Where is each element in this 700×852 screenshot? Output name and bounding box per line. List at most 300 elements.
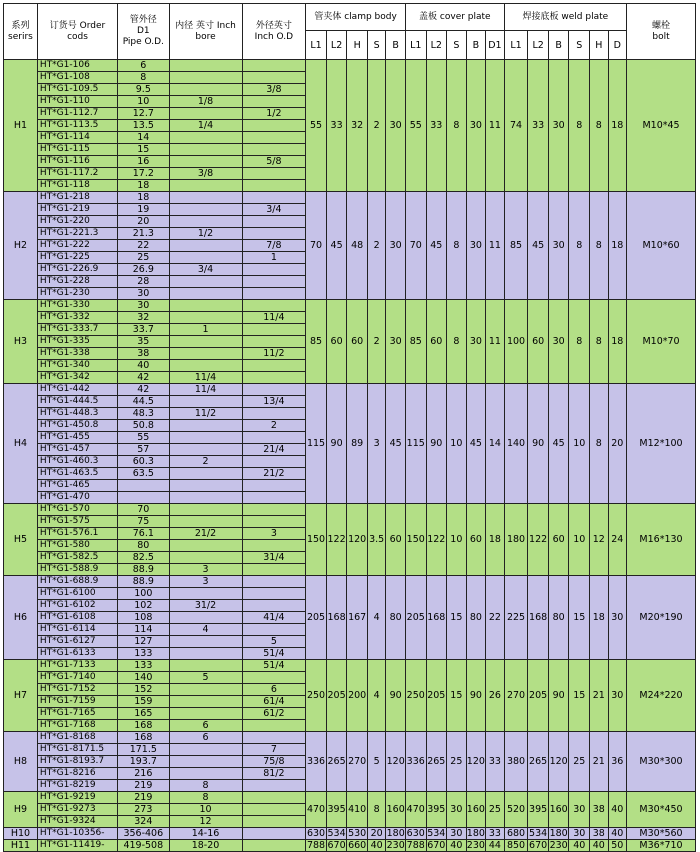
pipe-od-cell: 42 <box>118 372 169 384</box>
dimension-cell: 8 <box>447 192 467 300</box>
inch-od-cell: 51/4 <box>242 660 306 672</box>
inch-od-cell <box>242 432 306 444</box>
cover-col-d1: D1 <box>486 31 505 60</box>
inch-bore-cell <box>169 696 242 708</box>
inch-bore-cell <box>169 360 242 372</box>
dimension-cell: 18 <box>486 504 505 576</box>
pipe-od-cell: 12.7 <box>118 108 169 120</box>
order-code-cell: HT*G1-113.5 <box>37 120 117 132</box>
order-code-cell: HT*G1-450.8 <box>37 420 117 432</box>
dimension-cell: 30 <box>386 300 406 384</box>
dimension-cell: 30 <box>548 192 569 300</box>
inch-bore-cell <box>169 516 242 528</box>
dimension-cell: 410 <box>347 792 368 828</box>
order-code-cell: HT*G1-9324 <box>37 816 117 828</box>
dimension-cell: 230 <box>466 840 485 851</box>
dimension-cell: 534 <box>529 828 548 839</box>
pipe-od-cell: 88.9 <box>118 576 169 588</box>
inch-od-cell <box>242 780 306 792</box>
clamp-col-b: B <box>386 31 406 60</box>
dimension-cell: 85 <box>405 300 426 384</box>
dimension-cell: 8 <box>590 300 609 384</box>
weld-col-l2: L2 <box>528 31 549 60</box>
header-bolt: 螺栓 bolt <box>627 4 696 60</box>
dimension-cell: 200 <box>347 660 368 732</box>
pipe-od-cell: 33.7 <box>118 324 169 336</box>
pipe-od-cell: 216 <box>118 768 169 780</box>
bolt-cell: M12*100 <box>627 384 696 504</box>
dimension-cell: 120 <box>386 732 406 792</box>
dimension-cell: 10 <box>447 504 467 576</box>
inch-od-cell <box>242 96 306 108</box>
inch-bore-cell <box>169 708 242 720</box>
inch-od-cell: 7/8 <box>242 240 306 252</box>
inch-bore-cell <box>169 132 242 144</box>
dimension-cell: 150 <box>306 504 327 576</box>
dimension-cell: 3 <box>367 384 386 504</box>
dimension-cell: 230 <box>549 840 568 851</box>
inch-od-cell <box>242 576 306 588</box>
dimension-cell: 120 <box>548 732 569 792</box>
dimension-cell: 15 <box>447 660 467 732</box>
dimension-cell: 670 <box>427 840 446 851</box>
table-row <box>4 660 696 672</box>
inch-bore-cell <box>169 504 242 516</box>
dimension-cell: 33 <box>326 60 347 192</box>
order-code-cell: HT*G1-448.3 <box>37 408 117 420</box>
dimension-cell: 50 <box>608 840 627 852</box>
pipe-od-cell: 26.9 <box>118 264 169 276</box>
dimension-cell: 45 <box>466 384 486 504</box>
dimension-cell: 60 <box>466 504 486 576</box>
dimension-cell: 660 <box>348 840 367 851</box>
inch-od-cell: 61/4 <box>242 696 306 708</box>
pipe-od-cell: 152 <box>118 684 169 696</box>
order-code-cell: HT*G1-108 <box>37 72 117 84</box>
dimension-cell: 15 <box>569 660 590 732</box>
inch-bore-cell: 2 <box>169 456 242 468</box>
dimension-cell: 122 <box>326 504 347 576</box>
inch-od-cell <box>242 792 306 804</box>
pipe-od-cell: 55 <box>118 432 169 444</box>
dimension-cell: 395 <box>528 792 549 828</box>
header-pipe-od: 管外径 D1 Pipe O.D. <box>118 4 169 60</box>
inch-bore-cell: 31/2 <box>169 600 242 612</box>
dimension-cell: 140 <box>504 384 528 504</box>
dimension-cell: 25 <box>569 732 590 792</box>
order-code-cell: HT*G1-576.1 <box>37 528 117 540</box>
dimension-cell: 788 <box>306 840 326 851</box>
inch-od-cell <box>242 480 306 492</box>
dimension-cell: 90 <box>466 660 486 732</box>
table-row <box>4 384 696 396</box>
bolt-cell: M30*560 <box>627 828 696 840</box>
cover-col-l1: L1 <box>405 31 426 60</box>
inch-od-cell <box>242 840 306 852</box>
inch-od-cell <box>242 504 306 516</box>
inch-od-cell: 1 <box>242 252 306 264</box>
pipe-od-cell: 10 <box>118 96 169 108</box>
dimension-cell: 630 <box>306 828 326 839</box>
inch-od-cell <box>242 216 306 228</box>
weld-col-s: S <box>569 31 590 60</box>
dimension-cell: 33 <box>486 828 505 840</box>
order-code-cell: HT*G1-9273 <box>37 804 117 816</box>
inch-bore-cell <box>169 156 242 168</box>
inch-od-cell <box>242 624 306 636</box>
table-row <box>4 732 696 744</box>
order-code-cell: HT*G1-11419- <box>37 840 117 852</box>
pipe-od-cell: 8 <box>118 72 169 84</box>
dimension-cell: 40 <box>447 840 467 852</box>
series-cell: H5 <box>4 504 38 576</box>
inch-bore-cell <box>169 648 242 660</box>
inch-od-cell <box>242 588 306 600</box>
cover-col-b: B <box>466 31 486 60</box>
dimension-cell: 21 <box>590 660 609 732</box>
inch-od-cell <box>242 372 306 384</box>
dimension-cell: 120 <box>466 732 486 792</box>
inch-bore-cell <box>169 612 242 624</box>
inch-bore-cell: 10 <box>169 804 242 816</box>
dimension-cell: 33 <box>528 60 549 192</box>
dimension-cell: 15 <box>447 576 467 660</box>
dimension-cell: 70 <box>306 192 327 300</box>
table-row <box>4 504 696 516</box>
inch-od-cell <box>242 192 306 204</box>
inch-od-cell <box>242 516 306 528</box>
dimension-cell: 40 <box>608 828 627 840</box>
inch-od-cell: 5/8 <box>242 156 306 168</box>
order-code-cell: HT*G1-455 <box>37 432 117 444</box>
pipe-od-cell: 48.3 <box>118 408 169 420</box>
dimension-cell: 38 <box>590 792 609 828</box>
weld-col-h: H <box>590 31 609 60</box>
header-inch-bore: 内径 英寸 Inch bore <box>169 4 242 60</box>
order-code-cell: HT*G1-230 <box>37 288 117 300</box>
inch-od-cell: 11/2 <box>242 348 306 360</box>
dimension-cell: 30 <box>466 300 486 384</box>
inch-bore-cell: 6 <box>169 732 242 744</box>
order-code-cell: HT*G1-226.9 <box>37 264 117 276</box>
inch-bore-cell <box>169 312 242 324</box>
order-code-cell: HT*G1-332 <box>37 312 117 324</box>
order-code-cell: HT*G1-7152 <box>37 684 117 696</box>
dimension-cell: 45 <box>326 192 347 300</box>
order-code-cell: HT*G1-465 <box>37 480 117 492</box>
spec-table-container <box>3 3 696 852</box>
dimension-cell: 168 <box>528 576 549 660</box>
inch-bore-cell <box>169 468 242 480</box>
inch-bore-cell <box>169 288 242 300</box>
table-row <box>4 828 696 840</box>
dimension-cell: 2 <box>367 192 386 300</box>
inch-od-cell: 31/4 <box>242 552 306 564</box>
dimension-cell: 160 <box>386 792 406 828</box>
inch-bore-cell <box>169 72 242 84</box>
order-code-cell: HT*G1-9219 <box>37 792 117 804</box>
order-code-cell: HT*G1-7165 <box>37 708 117 720</box>
order-code-cell: HT*G1-8216 <box>37 768 117 780</box>
dimension-cell: 150 <box>405 504 426 576</box>
dimension-cell: 534 <box>427 828 446 839</box>
series-cell: H10 <box>4 828 38 840</box>
order-code-cell: HT*G1-457 <box>37 444 117 456</box>
order-code-cell: HT*G1-110 <box>37 96 117 108</box>
inch-od-cell: 13/4 <box>242 396 306 408</box>
inch-bore-cell <box>169 300 242 312</box>
order-code-cell: HT*G1-570 <box>37 504 117 516</box>
inch-bore-cell: 1 <box>169 324 242 336</box>
dimension-cell: 30 <box>548 60 569 192</box>
dimension-cell: 670 <box>327 840 346 851</box>
inch-od-cell <box>242 324 306 336</box>
inch-od-cell: 21/4 <box>242 444 306 456</box>
order-code-cell: HT*G1-117.2 <box>37 168 117 180</box>
inch-od-cell <box>242 276 306 288</box>
dimension-cell: 74 <box>504 60 528 192</box>
pipe-od-cell: 16 <box>118 156 169 168</box>
inch-bore-cell: 3 <box>169 576 242 588</box>
pipe-od-cell: 165 <box>118 708 169 720</box>
inch-bore-cell <box>169 756 242 768</box>
dimension-cell: 270 <box>347 732 368 792</box>
pipe-od-cell: 38 <box>118 348 169 360</box>
dimension-cell: 8 <box>590 384 609 504</box>
inch-bore-cell <box>169 216 242 228</box>
inch-od-cell <box>242 828 306 840</box>
dimension-cell: 11 <box>486 300 505 384</box>
dimension-cell: 205 <box>326 660 347 732</box>
pipe-od-cell: 25 <box>118 252 169 264</box>
inch-od-cell: 61/2 <box>242 708 306 720</box>
inch-od-cell <box>242 600 306 612</box>
pipe-od-cell: 356-406 <box>118 828 169 840</box>
dimension-cell: 25 <box>447 732 467 792</box>
inch-od-cell: 1/2 <box>242 108 306 120</box>
dimension-cell: 630 <box>406 828 425 839</box>
order-code-cell: HT*G1-463.5 <box>37 468 117 480</box>
order-code-cell: HT*G1-221.3 <box>37 228 117 240</box>
inch-od-cell: 41/4 <box>242 612 306 624</box>
dimension-cell: 33 <box>486 732 505 792</box>
dimension-cell: 30 <box>548 300 569 384</box>
inch-od-cell <box>242 72 306 84</box>
order-code-cell: HT*G1-222 <box>37 240 117 252</box>
inch-bore-cell <box>169 744 242 756</box>
inch-bore-cell: 1/8 <box>169 96 242 108</box>
dimension-cell: 60 <box>347 300 368 384</box>
dimension-cell: 30 <box>608 576 627 660</box>
inch-bore-cell <box>169 420 242 432</box>
order-code-cell: HT*G1-115 <box>37 144 117 156</box>
inch-od-cell <box>242 564 306 576</box>
pipe-od-cell: 108 <box>118 612 169 624</box>
dimension-cell: 38 <box>590 828 609 840</box>
dimension-cell: 89 <box>347 384 368 504</box>
bolt-cell: M30*300 <box>627 732 696 792</box>
pipe-od-cell: 20 <box>118 216 169 228</box>
pipe-od-cell: 9.5 <box>118 84 169 96</box>
pipe-od-cell: 30 <box>118 300 169 312</box>
series-cell: H2 <box>4 192 38 300</box>
header-cover-plate: 盖板 cover plate <box>405 4 504 31</box>
dimension-cell: 30 <box>447 792 467 828</box>
pipe-od-cell: 13.5 <box>118 120 169 132</box>
pipe-od-cell: 19 <box>118 204 169 216</box>
dimension-cell: 18 <box>608 192 627 300</box>
pipe-od-cell: 193.7 <box>118 756 169 768</box>
dimension-cell: 225 <box>504 576 528 660</box>
inch-bore-cell <box>169 396 242 408</box>
table-row <box>4 792 696 804</box>
order-code-cell: HT*G1-118 <box>37 180 117 192</box>
order-code-cell: HT*G1-8219 <box>37 780 117 792</box>
dimension-cell: 18 <box>608 60 627 192</box>
dimension-cell: 470 <box>405 792 426 828</box>
dimension-cell: 205 <box>405 576 426 660</box>
dimension-cell: 40 <box>590 840 609 852</box>
dimension-cell: 10 <box>569 384 590 504</box>
dimension-cell: 90 <box>386 660 406 732</box>
dimension-cell: 45 <box>426 192 447 300</box>
pipe-od-cell: 219 <box>118 780 169 792</box>
inch-od-cell: 6 <box>242 684 306 696</box>
pipe-od-cell: 15 <box>118 144 169 156</box>
table-row <box>4 300 696 312</box>
clamp-col-l2: L2 <box>326 31 347 60</box>
pipe-od-cell: 18 <box>118 180 169 192</box>
pipe-od-cell: 80 <box>118 540 169 552</box>
dimension-cell: 115 <box>405 384 426 504</box>
inch-bore-cell <box>169 636 242 648</box>
dimension-cell: 167 <box>347 576 368 660</box>
weld-col-l1: L1 <box>504 31 528 60</box>
dimension-cell: 115 <box>306 384 327 504</box>
header-inch-od: 外径英寸 Inch O.D <box>242 4 306 60</box>
inch-bore-cell <box>169 144 242 156</box>
order-code-cell: HT*G1-7133 <box>37 660 117 672</box>
dimension-cell: 5 <box>367 732 386 792</box>
dimension-cell: 30 <box>386 192 406 300</box>
inch-od-cell: 75/8 <box>242 756 306 768</box>
pipe-od-cell: 219 <box>118 792 169 804</box>
pipe-od-cell: 32 <box>118 312 169 324</box>
pipe-od-cell: 63.5 <box>118 468 169 480</box>
dimension-cell: 40 <box>569 840 590 852</box>
order-code-cell: HT*G1-6127 <box>37 636 117 648</box>
inch-od-cell: 81/2 <box>242 768 306 780</box>
pipe-od-cell: 42 <box>118 384 169 396</box>
dimension-cell: 160 <box>548 792 569 828</box>
dimension-cell: 60 <box>326 300 347 384</box>
order-code-cell: HT*G1-688.9 <box>37 576 117 588</box>
bolt-cell: M10*70 <box>627 300 696 384</box>
dimension-cell: 10 <box>569 504 590 576</box>
dimension-cell: 265 <box>528 732 549 792</box>
bolt-cell: M20*190 <box>627 576 696 660</box>
dimension-cell: 120 <box>347 504 368 576</box>
pipe-od-cell: 28 <box>118 276 169 288</box>
order-code-cell: HT*G1-6102 <box>37 600 117 612</box>
inch-od-cell <box>242 228 306 240</box>
inch-bore-cell: 12 <box>169 816 242 828</box>
order-code-cell: HT*G1-112.7 <box>37 108 117 120</box>
series-cell: H7 <box>4 660 38 732</box>
dimension-cell: 60 <box>528 300 549 384</box>
inch-od-cell <box>242 288 306 300</box>
inch-od-cell: 5 <box>242 636 306 648</box>
pipe-od-cell: 168 <box>118 732 169 744</box>
order-code-cell: HT*G1-8168 <box>37 732 117 744</box>
order-code-cell: HT*G1-330 <box>37 300 117 312</box>
pipe-od-cell: 35 <box>118 336 169 348</box>
dimension-cell: 2 <box>367 60 386 192</box>
dimension-cell: 180 <box>504 504 528 576</box>
inch-bore-cell: 4 <box>169 624 242 636</box>
dimension-cell: 670 <box>529 840 548 851</box>
dimension-cell: 15 <box>569 576 590 660</box>
inch-bore-cell: 3/8 <box>169 168 242 180</box>
inch-bore-cell: 6 <box>169 720 242 732</box>
dimension-cell: 4 <box>367 660 386 732</box>
inch-bore-cell <box>169 480 242 492</box>
inch-od-cell <box>242 492 306 504</box>
dimension-cell: 3.5 <box>367 504 386 576</box>
series-cell: H8 <box>4 732 38 792</box>
order-code-cell: HT*G1-6114 <box>37 624 117 636</box>
inch-bore-cell: 14-16 <box>169 828 242 840</box>
dimension-cell: 10 <box>447 384 467 504</box>
inch-od-cell <box>242 60 306 72</box>
dimension-cell: 11 <box>486 192 505 300</box>
inch-bore-cell <box>169 276 242 288</box>
dimension-cell: 180 <box>549 828 568 839</box>
inch-od-cell: 51/4 <box>242 648 306 660</box>
dimension-cell: 55 <box>405 60 426 192</box>
dimension-cell: 33 <box>426 60 447 192</box>
inch-bore-cell: 18-20 <box>169 840 242 852</box>
inch-bore-cell: 5 <box>169 672 242 684</box>
inch-od-cell <box>242 816 306 828</box>
dimension-cell: 80 <box>548 576 569 660</box>
order-code-cell: HT*G1-340 <box>37 360 117 372</box>
dimension-cell: 180 <box>466 828 485 839</box>
dimension-cell: 90 <box>326 384 347 504</box>
dimension-cell: 8 <box>367 792 386 828</box>
pipe-od-cell <box>118 480 169 492</box>
dimension-cell: 14 <box>486 384 505 504</box>
inch-od-cell <box>242 384 306 396</box>
dimension-cell: 90 <box>426 384 447 504</box>
pipe-od-cell: 57 <box>118 444 169 456</box>
dimension-cell: 30 <box>569 828 590 840</box>
clamp-col-h: H <box>347 31 368 60</box>
dimension-cell: 270 <box>504 660 528 732</box>
pipe-od-cell: 159 <box>118 696 169 708</box>
dimension-cell: 680 <box>504 828 528 840</box>
order-code-cell: HT*G1-580 <box>37 540 117 552</box>
pipe-od-cell: 171.5 <box>118 744 169 756</box>
pipe-od-cell: 70 <box>118 504 169 516</box>
dimension-cell: 470 <box>306 792 327 828</box>
order-code-cell: HT*G1-582.5 <box>37 552 117 564</box>
order-code-cell: HT*G1-7168 <box>37 720 117 732</box>
inch-od-cell: 11/4 <box>242 312 306 324</box>
bolt-cell: M24*220 <box>627 660 696 732</box>
bolt-cell: M10*45 <box>627 60 696 192</box>
pipe-od-cell: 17.2 <box>118 168 169 180</box>
